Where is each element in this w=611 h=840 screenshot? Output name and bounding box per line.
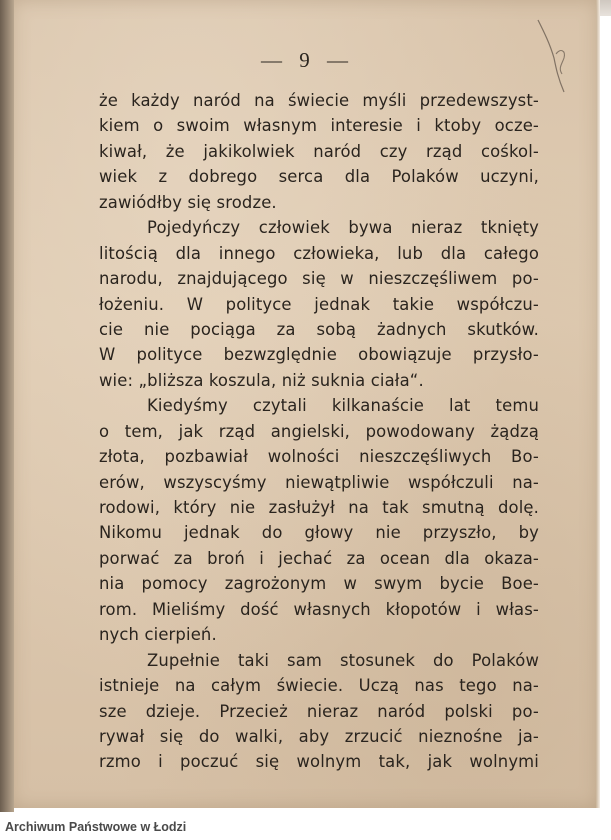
- body-text: [99, 88, 539, 775]
- text-line: litością dla innego człowieka, lub dla całego: [99, 243, 539, 263]
- text-line: rywał się do walki, aby zrzucić nieznośne ja-: [99, 726, 539, 746]
- text-line: nia pomocy zagrożonym w swym bycie Boe-: [99, 574, 539, 594]
- archive-label: Archiwum Państwowe w Łodzi: [5, 820, 187, 834]
- text-line: porwać za broń i jechać za ocean dla okaza-: [99, 548, 539, 568]
- text-line: rodowi, który nie zasłużył na tak smutną dolę.: [99, 498, 539, 517]
- text-line: o tem, jak rząd angielski, powodowany żądzą: [99, 421, 539, 441]
- text-line: że każdy naród na świecie myśli przedewszyst-: [99, 91, 539, 110]
- text-line: złota, pozbawiał wolności nieszczęśliwych Bo-: [99, 447, 539, 467]
- text-line: łożeniu. W polityce jednak takie współczu-: [99, 294, 539, 314]
- text-line: W polityce bezwzględnie obowiązuje przysło-: [99, 345, 539, 365]
- text-line: kiwał, że jakikolwiek naród czy rząd cośkol-: [99, 141, 539, 161]
- text-line: nych cierpień.: [99, 625, 217, 645]
- page-edge: [596, 0, 600, 808]
- text-line: kiem o swoim własnym interesie i ktoby ocze-: [99, 116, 539, 136]
- text-line: erów, wszyscyśmy niewątpliwie współczuli na-: [99, 472, 539, 492]
- paragraph-start-line: Kiedyśmy czytali kilkanaście lat temu: [147, 396, 539, 416]
- page-number: — 9 —: [261, 48, 354, 72]
- paragraph-start-line: Pojedyńczy człowiek bywa nieraz tknięty: [147, 218, 539, 238]
- text-line: wiek z dobrego serca dla Polaków uczyni,: [99, 167, 539, 187]
- text-line: rom. Mieliśmy dość własnych kłopotów i włas-: [99, 599, 539, 619]
- text-line: sze dzieje. Przecież nieraz naród polski po-: [99, 701, 539, 721]
- text-line: wie: „bliższa koszula, niż suknia ciała“.: [99, 370, 424, 390]
- text-line: narodu, znajdującego się w nieszczęśliwem po-: [99, 269, 539, 289]
- archive-footer: [0, 812, 611, 840]
- text-line: istnieje na całym świecie. Uczą nas tego na-: [99, 676, 539, 696]
- paragraph-start-line: Zupełnie taki sam stosunek do Polaków: [147, 650, 539, 670]
- text-line: cie nie pociąga za sobą żadnych skutków.: [99, 319, 539, 339]
- text-line: Nikomu jednak do głowy nie przyszło, by: [99, 523, 539, 543]
- text-line: zawiódłby się srodze.: [99, 192, 277, 212]
- book-binding: [0, 0, 14, 812]
- text-line: rzmo i poczuć się wolnym tak, jak wolnymi: [99, 752, 539, 772]
